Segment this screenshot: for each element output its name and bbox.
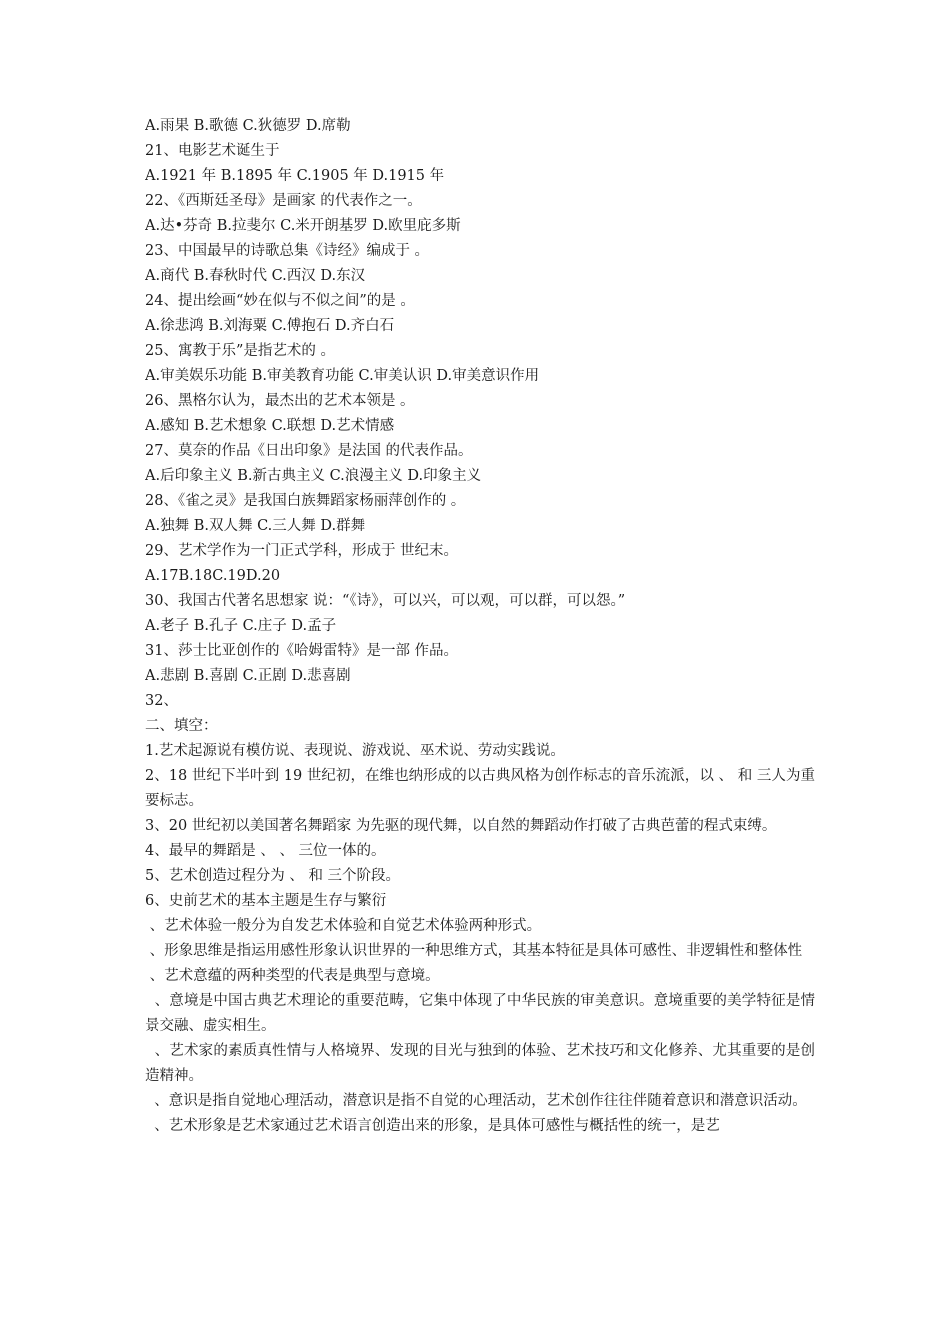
question-22: 22、《西斯廷圣母》是画家 的代表作之一。 (145, 193, 422, 209)
fill-item-4: 4、最早的舞蹈是 、 、 三位一体的。 (145, 843, 386, 859)
options-29: A.17B.18C.19D.20 (145, 568, 281, 584)
options-22: A.达•芬奇 B.拉斐尔 C.米开朗基罗 D.欧里庇多斯 (145, 218, 461, 234)
fill-item-11: 、艺术家的素质真性情与人格境界、发现的目光与独到的体验、艺术技巧和文化修养、尤其重要的是创造精神。 (145, 1043, 816, 1084)
section-heading: 二、填空： (145, 718, 218, 734)
options-27: A.后印象主义 B.新古典主义 C.浪漫主义 D.印象主义 (145, 468, 482, 484)
question-24: 24、提出绘画“妙在似与不似之间”的是 。 (145, 293, 415, 309)
options-31: A.悲剧 B.喜剧 C.正剧 D.悲喜剧 (145, 668, 351, 684)
question-21: 21、电影艺术诞生于 (145, 143, 280, 159)
question-27: 27、莫奈的作品《日出印象》是法国 的代表作品。 (145, 443, 473, 459)
fill-item-12: 、意识是指自觉地心理活动，潜意识是指不自觉的心理活动，艺术创作往往伴随着意识和潜意识活动。 (145, 1093, 807, 1109)
options-25: A.审美娱乐功能 B.审美教育功能 C.审美认识 D.审美意识作用 (145, 368, 540, 384)
question-23: 23、中国最早的诗歌总集《诗经》编成于 。 (145, 243, 430, 259)
fill-item-1: 1.艺术起源说有模仿说、表现说、游戏说、巫术说、劳动实践说。 (145, 743, 565, 759)
options-23: A.商代 B.春秋时代 C.西汉 D.东汉 (145, 268, 366, 284)
question-30: 30、我国古代著名思想家 说：“《诗》，可以兴，可以观，可以群，可以怨。” (145, 593, 626, 609)
text-line: A.雨果 B.歌德 C.狄德罗 D.席勒 (145, 118, 351, 134)
fill-item-2: 2、18 世纪下半叶到 19 世纪初，在维也纳形成的以古典风格为创作标志的音乐流派，以 、 和 三人为重要标志。 (145, 768, 815, 809)
document-page (145, 114, 815, 1139)
fill-item-8: 、形象思维是指运用感性形象认识世界的一种思维方式，其基本特征是具体可感性、非逻辑性和整体性 (145, 943, 803, 959)
question-25: 25、寓教于乐”是指艺术的 。 (145, 343, 335, 359)
fill-item-9: 、艺术意蕴的两种类型的代表是典型与意境。 (145, 968, 440, 984)
fill-item-5: 5、艺术创造过程分为 、 和 三个阶段。 (145, 868, 401, 884)
options-26: A.感知 B.艺术想象 C.联想 D.艺术情感 (145, 418, 395, 434)
question-26: 26、黑格尔认为，最杰出的艺术本领是 。 (145, 393, 415, 409)
question-29: 29、艺术学作为一门正式学科，形成于 世纪末。 (145, 543, 459, 559)
question-28: 28、《雀之灵》是我国白族舞蹈家杨丽萍创作的 。 (145, 493, 466, 509)
fill-item-6: 6、史前艺术的基本主题是生存与繁衍 (145, 893, 387, 909)
options-21: A.1921 年 B.1895 年 C.1905 年 D.1915 年 (145, 168, 445, 184)
fill-item-13: 、艺术形象是艺术家通过艺术语言创造出来的形象，是具体可感性与概括性的统一，是艺 (145, 1118, 720, 1134)
options-24: A.徐悲鸿 B.刘海粟 C.傅抱石 D.齐白石 (145, 318, 395, 334)
question-32: 32、 (145, 693, 178, 709)
options-28: A.独舞 B.双人舞 C.三人舞 D.群舞 (145, 518, 366, 534)
fill-item-3: 3、20 世纪初以美国著名舞蹈家 为先驱的现代舞，以自然的舞蹈动作打破了古典芭蕾的程式束缚。 (145, 818, 777, 834)
question-31: 31、莎士比亚创作的《哈姆雷特》是一部 作品。 (145, 643, 459, 659)
fill-item-7: 、艺术体验一般分为自发艺术体验和自觉艺术体验两种形式。 (145, 918, 542, 934)
options-30: A.老子 B.孔子 C.庄子 D.孟子 (145, 618, 337, 634)
fill-item-10: 、意境是中国古典艺术理论的重要范畴，它集中体现了中华民族的审美意识。意境重要的美学特征是情景交融、虚实相生。 (145, 993, 816, 1034)
